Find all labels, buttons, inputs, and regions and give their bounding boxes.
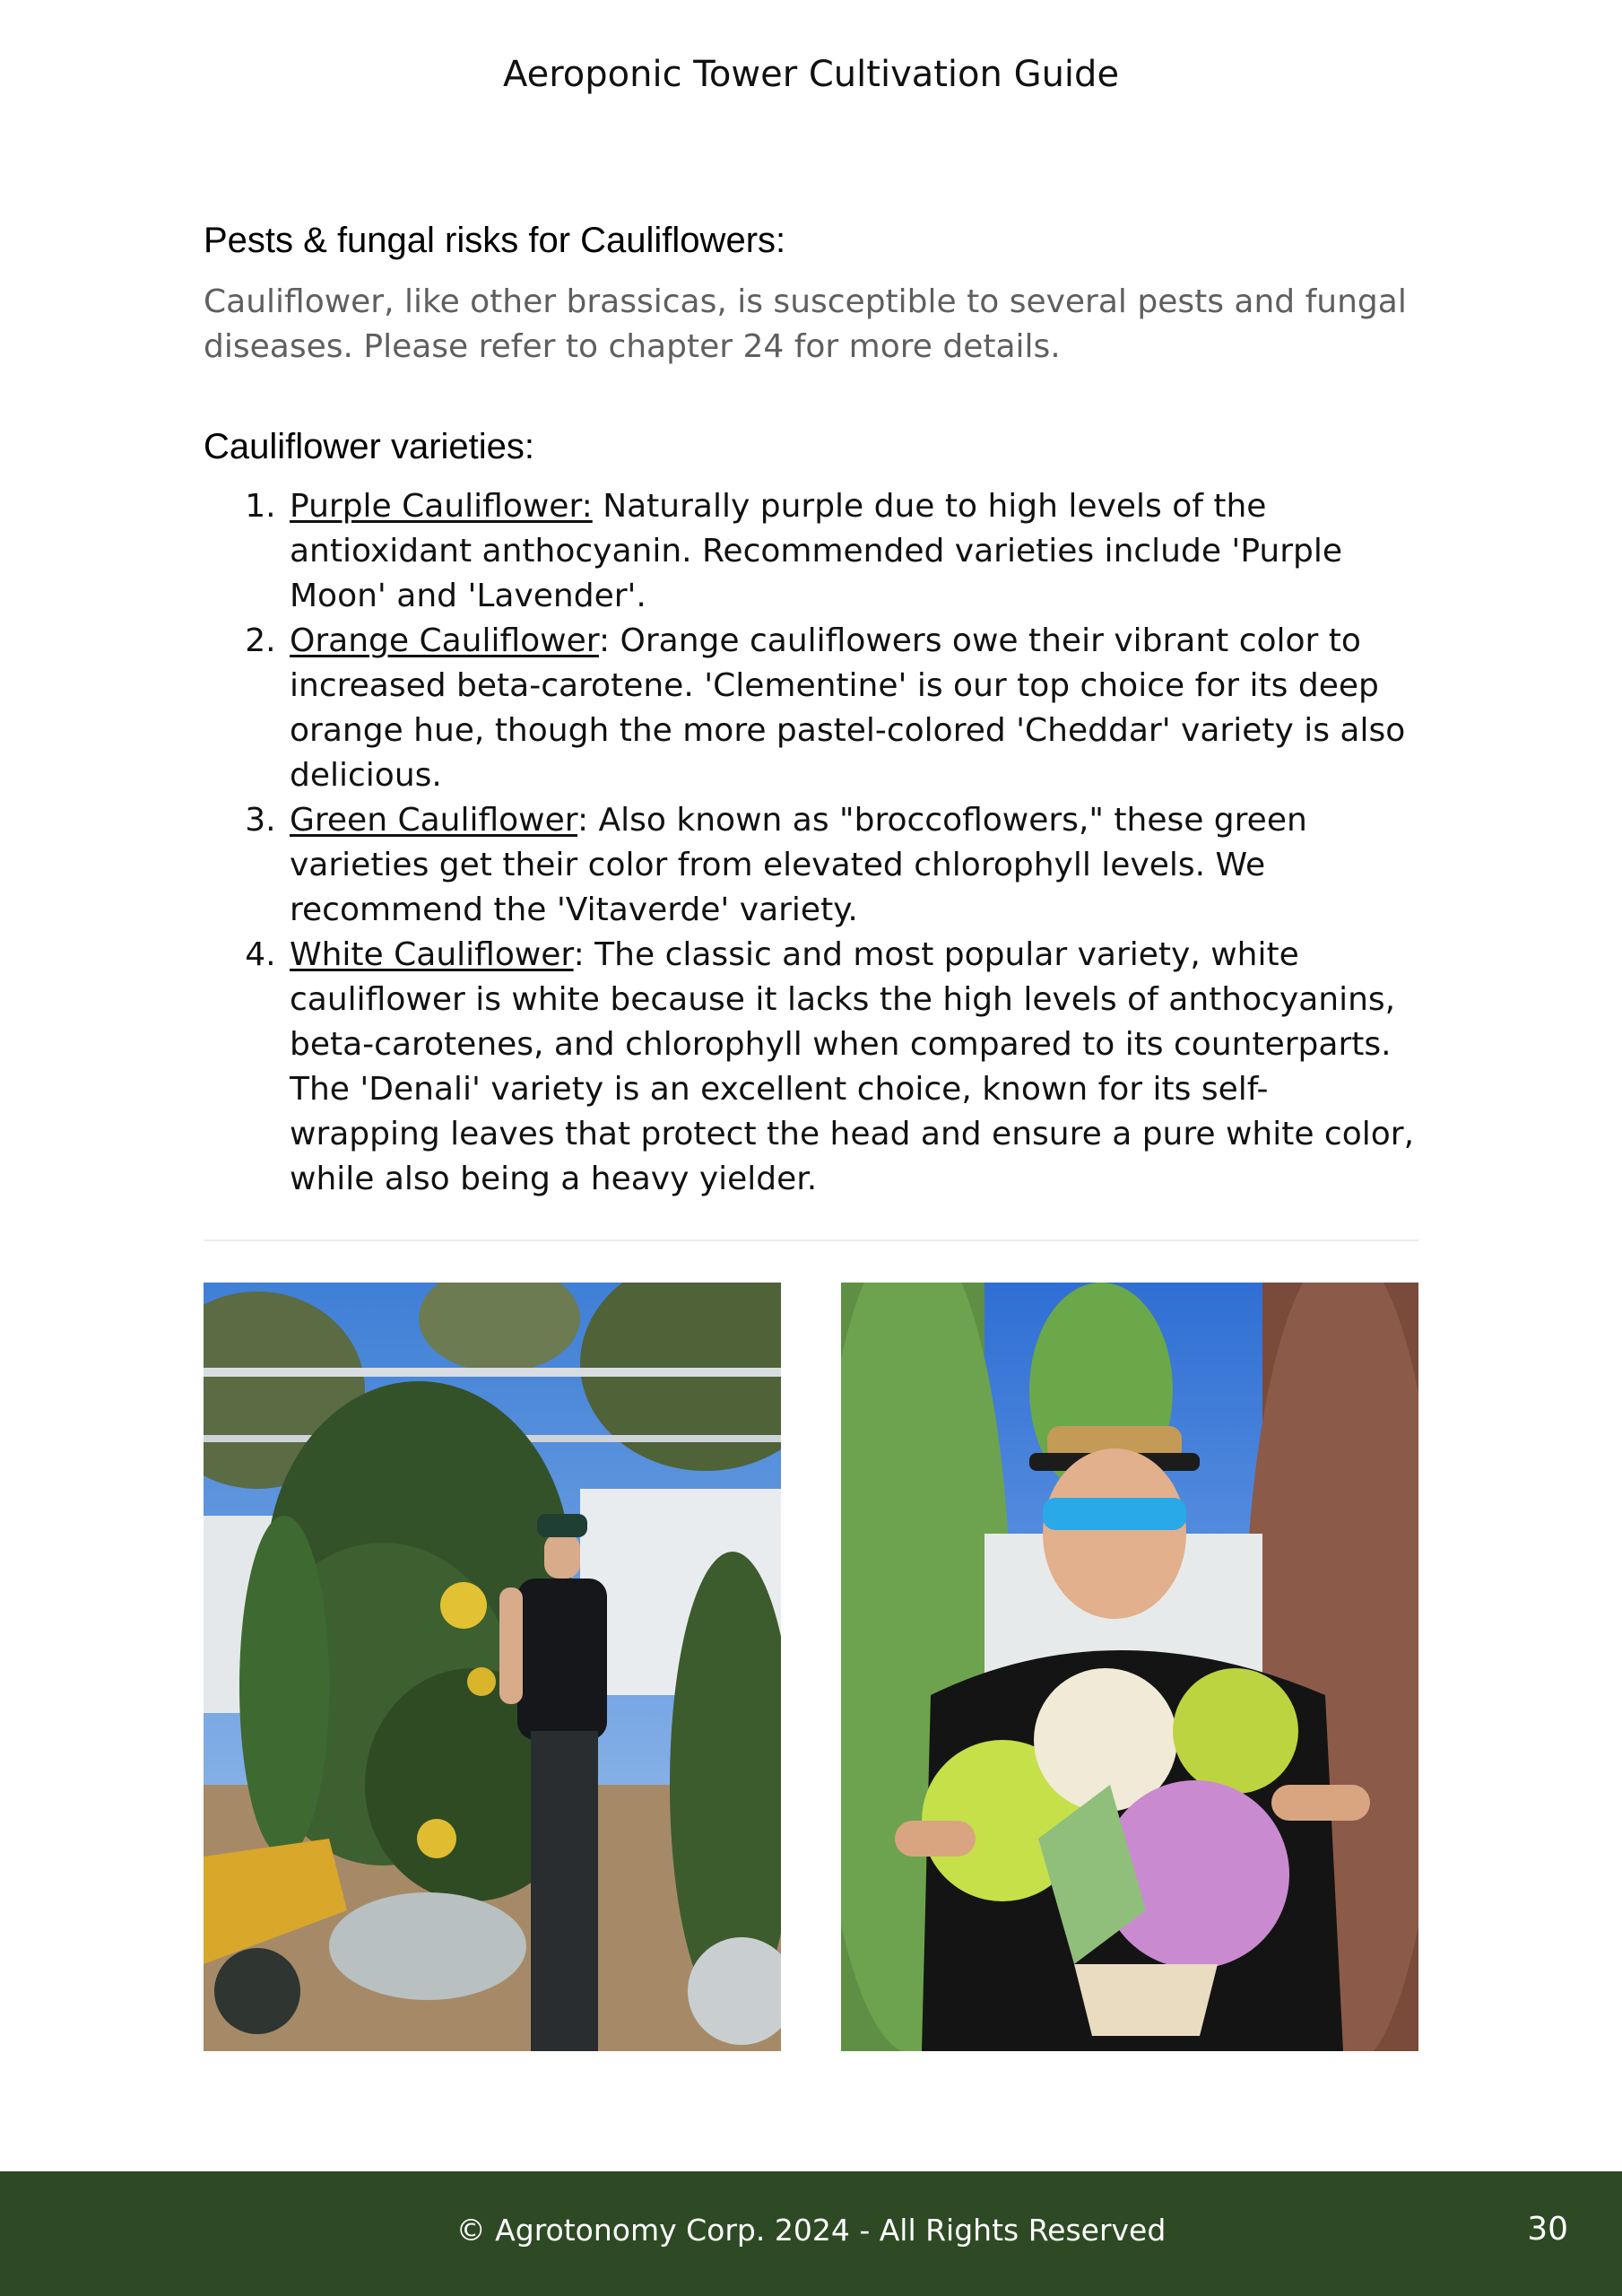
list-item-green <box>286 798 1418 933</box>
variety-name: Purple Cauliflower: <box>290 488 593 525</box>
page-footer <box>0 2171 1622 2296</box>
varieties-heading: Cauliflower varieties: <box>204 427 535 466</box>
photo-tall-cauliflower-plant <box>204 1283 781 2051</box>
list-item-white <box>286 933 1418 1202</box>
photo-colorful-cauliflowers <box>841 1283 1418 2051</box>
page-content <box>204 215 1418 1202</box>
variety-description: : Also known as "broccoflowers," these green varieties get their color from elevated chlorophyll levels. We recommend the 'Vitaverde' variety. <box>290 802 1307 928</box>
variety-name: White Cauliflower <box>290 936 574 973</box>
pests-paragraph: Cauliflower, like other brassicas, is susceptible to several pests and fungal diseases. Please refer to chapter 24 for more details. <box>204 283 1407 365</box>
variety-description: : Orange cauliflowers owe their vibrant color to increased beta-carotene. 'Clementine' is our top choice for its deep orange hue, though the more pastel-colored 'Cheddar' variety is also delicious. <box>290 622 1406 794</box>
running-title: Aeroponic Tower Cultivation Guide <box>502 54 1120 95</box>
page-number: 30 <box>1527 2211 1568 2248</box>
variety-name: Green Cauliflower <box>290 802 577 839</box>
variety-description: Naturally purple due to high levels of the antioxidant anthocyanin. Recommended varieties include 'Purple Moon' and 'Lavender'. <box>290 488 1343 614</box>
list-item-purple <box>286 484 1418 619</box>
varieties-list <box>204 484 1418 1202</box>
pests-heading: Pests & fungal risks for Cauliflowers: <box>204 221 786 260</box>
variety-name: Orange Cauliflower <box>290 622 599 659</box>
list-item-orange <box>286 619 1418 798</box>
copyright-text: © Agrotonomy Corp. 2024 - All Rights Reserved <box>455 2213 1167 2248</box>
variety-description: : The classic and most popular variety, white cauliflower is white because it lacks the high levels of anthocyanins, beta-carotenes, and chlorophyll when compared to its counterparts. The 'Denali' variety is an excellent choice, known for its self-wrapping leaves that protect the head and ensure a pure white color, while also being a heavy yielder. <box>290 936 1415 1197</box>
section-divider <box>204 1239 1418 1241</box>
